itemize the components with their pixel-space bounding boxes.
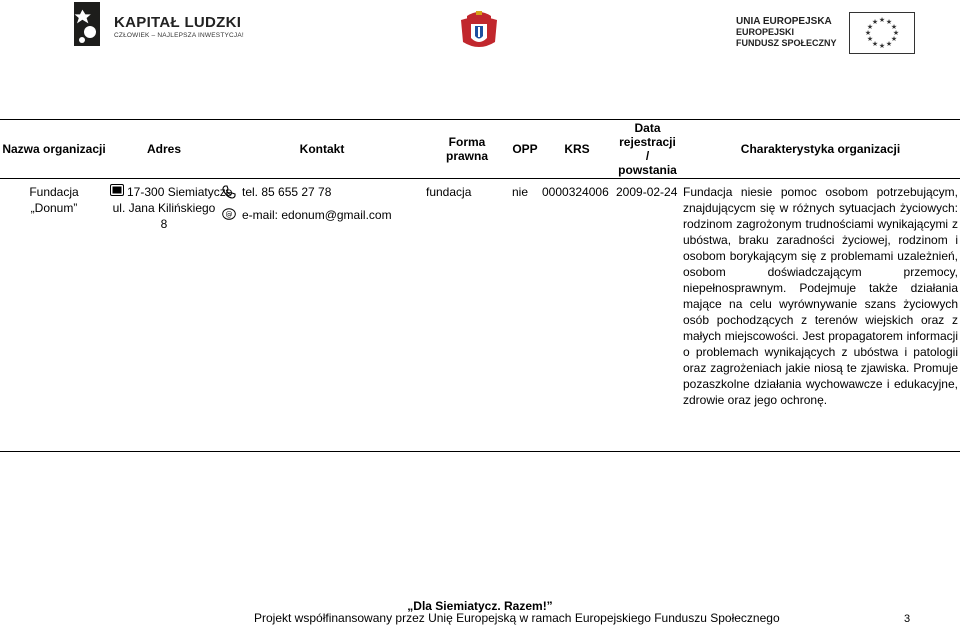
kapital-ludzki-title: KAPITAŁ LUDZKI — [114, 14, 242, 31]
header-address: Adres — [108, 120, 220, 179]
org-name-line2: „Donum” — [30, 201, 78, 215]
footer-project-note: Projekt współfinansowany przez Unię Europejską w ramach Europejskiego Funduszu Społecznego — [254, 611, 780, 625]
org-address-line3: 8 — [160, 217, 168, 231]
header-name: Nazwa organizacji — [0, 120, 108, 179]
org-address-line1: 17-300 Siemiatycze — [127, 185, 233, 199]
header-contact: Kontakt — [220, 120, 424, 179]
org-name-line1: Fundacja — [29, 185, 79, 199]
krs-cell: 0000324006 — [540, 179, 614, 452]
header-krs: KRS — [540, 120, 614, 179]
kapital-ludzki-logo — [70, 2, 244, 46]
kapital-ludzki-mark-icon — [70, 2, 104, 46]
email-row — [222, 207, 422, 224]
svg-text:★: ★ — [878, 16, 886, 24]
svg-text:★: ★ — [885, 18, 893, 26]
legal-form-cell: fundacja — [424, 179, 510, 452]
email-icon — [222, 208, 236, 220]
registration-date-cell: 2009-02-24 — [614, 179, 681, 452]
envelope-icon — [110, 184, 124, 196]
kapital-ludzki-subtitle: CZŁOWIEK – NAJLEPSZA INWESTYCJA! — [114, 32, 244, 39]
svg-text:★: ★ — [890, 35, 898, 43]
header-date-line2: rejestracji / — [619, 135, 676, 163]
svg-text:★: ★ — [885, 40, 893, 48]
eu-logo-line2: EUROPEJSKI — [736, 27, 795, 37]
header-date-line1: Data — [634, 121, 661, 135]
page-number: 3 — [904, 613, 911, 625]
org-description-cell: Fundacja niesie pomoc osobom potrzebującym, znajdującycm się w różnych sytuacjach życiowych: rodzinom zagrożonym trudnościami wynikającymi z ubóstwa, braku zaradności życiowej, rodzinom i osobom borykającym się z problemami uzależnień, osobom doświadczającym przemocy, niepełnosprawnym. Podejmuje także działania mające na celu wyrównywanie szans życiowych osób pochodzących z terenów wiejskich oraz z małych miejscowości. Jest propagatorem informacji o problemach wynikających z ubóstwa i patologii oraz zagrożeniach jakie niosą te zjawiska. Promuje pozaszkolne działania wychowawcze i edukacyjne, zdrowie oraz jego ochronę. — [681, 179, 960, 452]
svg-text:@: @ — [225, 210, 233, 219]
phone-text: tel. 85 655 27 78 — [242, 185, 332, 199]
header-legal-form: Forma prawna — [424, 120, 510, 179]
eu-logo-line3: FUNDUSZ SPOŁECZNY — [736, 38, 837, 48]
svg-text:★: ★ — [878, 42, 886, 50]
phone-icon — [222, 185, 236, 199]
footer-slogan: „Dla Siemiatycz. Razem!” — [407, 599, 553, 613]
phone-row — [222, 184, 422, 201]
header-date — [614, 120, 681, 179]
svg-text:★: ★ — [890, 23, 898, 31]
header-opp: OPP — [510, 120, 540, 179]
svg-text:★: ★ — [864, 29, 872, 37]
header-date-line3: powstania — [618, 163, 677, 177]
svg-text:★: ★ — [871, 40, 879, 48]
table-header-row — [0, 120, 960, 179]
table-row — [0, 179, 960, 452]
svg-text:★: ★ — [892, 29, 900, 37]
org-contact-cell — [220, 179, 424, 452]
org-address-cell — [108, 179, 233, 452]
organizations-table — [0, 119, 960, 452]
email-link[interactable]: e-mail: edonum@gmail.com — [242, 208, 392, 222]
org-address-line2: ul. Jana Kilińskiego — [112, 201, 216, 215]
svg-text:★: ★ — [871, 18, 879, 26]
header-description: Charakterystyka organizacji — [681, 120, 960, 179]
eu-logo-line1: UNIA EUROPEJSKA — [736, 16, 832, 27]
svg-text:★: ★ — [866, 35, 874, 43]
eu-logo — [736, 12, 916, 52]
coat-of-arms-icon — [457, 8, 501, 52]
opp-cell: nie — [510, 179, 540, 452]
svg-text:★: ★ — [866, 23, 874, 31]
eu-flag-icon — [849, 12, 915, 54]
org-name-cell — [0, 179, 108, 452]
